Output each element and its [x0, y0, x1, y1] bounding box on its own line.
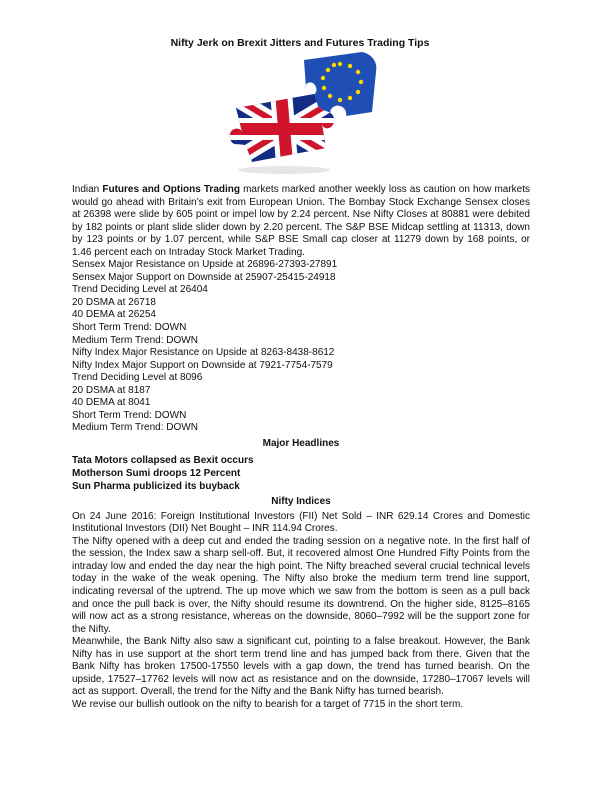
puzzle-image — [222, 50, 382, 178]
outlook-paragraph: We revise our bullish outlook on the nifty to bearish for a target of 7715 in the short term. — [72, 698, 464, 710]
intro-lead: Indian — [72, 184, 103, 195]
fii-dii-paragraph: On 24 June 2016: Foreign Institutional Investors (FII) Net Sold – INR 629.14 Crores and Domestic Institutional Investors (DII) Net Bought – INR 114.94 Crores. — [72, 510, 530, 535]
level-line: Short Term Trend: DOWN — [72, 322, 187, 334]
level-line: 20 DSMA at 8187 — [72, 384, 151, 396]
level-line: Medium Term Trend: DOWN — [72, 334, 198, 346]
headline-item: Motherson Sumi droops 12 Percent — [72, 468, 241, 480]
intro-paragraph — [72, 184, 530, 259]
headline-item: Tata Motors collapsed as Bexit occurs — [72, 455, 254, 467]
headline-item: Sun Pharma publicized its buyback — [72, 480, 240, 492]
intro-text: markets marked another weekly loss as caution on how markets would go ahead with Britain’s exit from European Union. The Bombay Stock Exchange Sensex closes at 26398 were slide by 605 point or impel low by 2.24 percent. Nse Nifty Closes at 80881 were debited by 182 points or plant slide slider down by 2.20 percent. The S&P BSE Midcap settling at 11313, down by 123 points or by 1.07 percent, while S&P BSE Small cap closer at 11279 down by 168 points, or 1.46 percent each on Intraday Stock Market Trading. — [72, 184, 531, 258]
levels-list — [72, 259, 530, 435]
page-title: Nifty Jerk on Brexit Jitters and Futures Trading Tips — [170, 37, 430, 49]
level-line: Medium Term Trend: DOWN — [72, 422, 198, 434]
level-line: Nifty Index Major Resistance on Upside at 8263-8438-8612 — [72, 347, 335, 359]
level-line: Sensex Major Support on Downside at 25907-25415-24918 — [72, 271, 336, 283]
level-line: 20 DSMA at 26718 — [72, 296, 156, 308]
level-line: 40 DEMA at 8041 — [72, 397, 151, 409]
futures-options-link[interactable]: Futures and Options Trading — [102, 184, 240, 195]
uk-eu-puzzle-pieces-icon — [222, 50, 382, 178]
bank-nifty-paragraph: Meanwhile, the Bank Nifty also saw a significant cut, pointing to a false breakout. However, the Bank Nifty has in use support at the short term trend line and has jumped back from there. Given that the Bank Nifty has broken 17500-17550 levels with a gap down, the trend has turned bearish. On the upside, 17527–17762 levels will now act as resistance and on the downside, 17280–17067 levels will act as support. Overall, the trend for the Nifty and the Bank Nifty has turned bearish. — [72, 636, 530, 698]
nifty-indices-heading: Nifty Indices — [271, 496, 331, 508]
level-line: 40 DEMA at 26254 — [72, 309, 156, 321]
major-headlines-heading: Major Headlines — [262, 437, 340, 449]
level-line: Nifty Index Major Support on Downside at 7921-7754-7579 — [72, 359, 333, 371]
level-line: Trend Deciding Level at 8096 — [72, 372, 203, 384]
level-line: Short Term Trend: DOWN — [72, 409, 187, 421]
article-body — [72, 184, 530, 711]
level-line: Trend Deciding Level at 26404 — [72, 284, 208, 296]
level-line: Sensex Major Resistance on Upside at 26896-27393-27891 — [72, 259, 338, 271]
nifty-analysis-paragraph: The Nifty opened with a deep cut and ended the trading session on a negative note. In the first half of the session, the Index saw a sharp sell-off. But, it recovered almost One Hundred Fifty Points from the intraday low and ended the day near the high point. The Nifty breached several crucial technical levels today in the wake of the weak opening. The Nifty also broke the medium term trend line support, indicating reversal of the uptrend. The up move which we saw from the bottom is seen as a pull back and once the pull back is over, the Nifty should resume its downtrend. On the higher side, 8125–8165 will now act as a strong resistance, whereas on the downside, 8060–7992 will be the support zone for the Nifty. — [72, 535, 530, 635]
headlines-list — [72, 455, 530, 493]
